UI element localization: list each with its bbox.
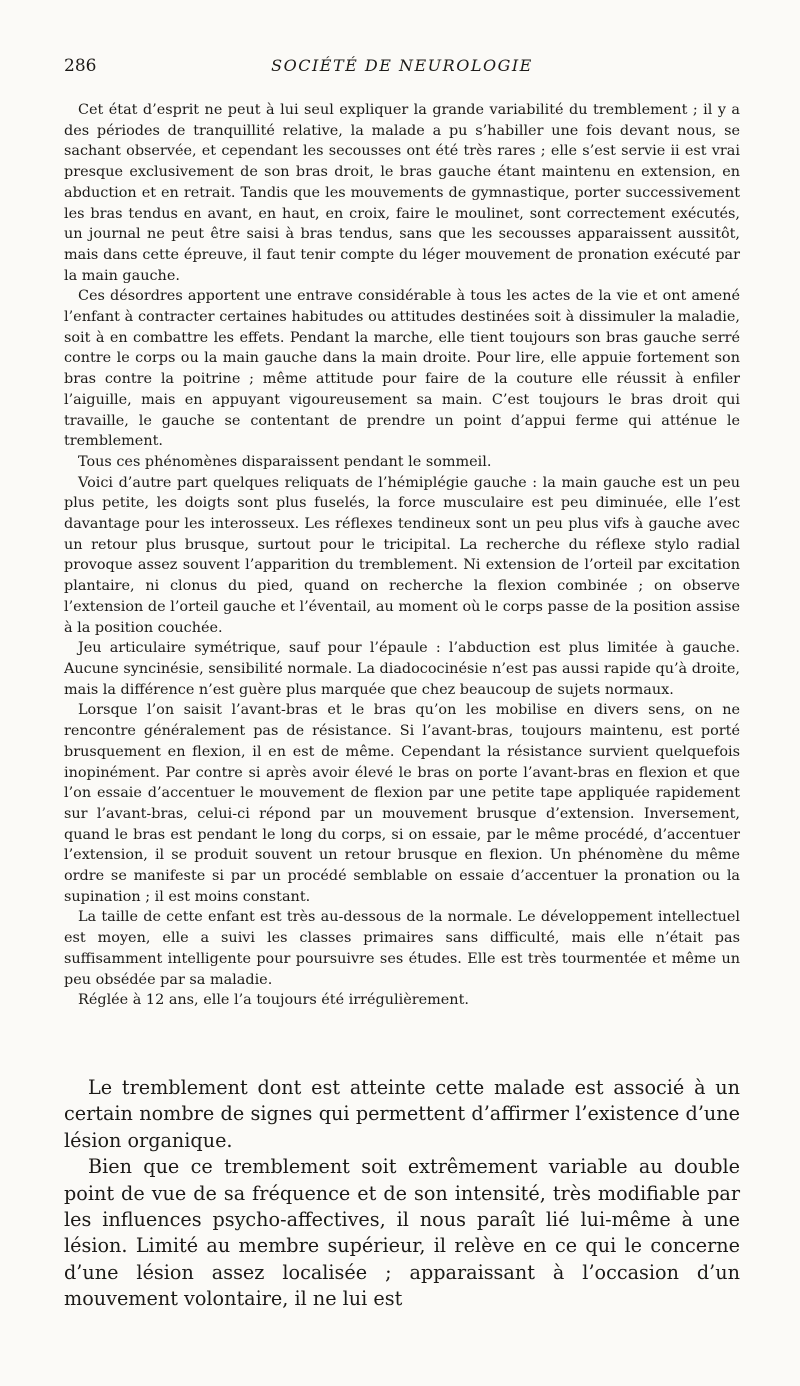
page-header: [64, 56, 740, 86]
page-number: 286: [64, 56, 97, 76]
paragraph: Voici d’autre part quelques reliquats de l’hémiplégie gauche : la main gauche est un peu plus petite, les doigts sont plus fuselés, la force musculaire est peu diminuée, elle l’est davantage pour les interosseux. Les réflexes tendineux sont un peu plus vifs à gauche avec un retour plus brusque, surtout pour le tricipital. La recherche du réflexe stylo radial provoque assez souvent l’apparition du tremblement. Ni extension de l’orteil par excitation plantaire, ni clonus du pied, quand on recherche la flexion combinée ; on observe l’extension de l’orteil gauche et l’éventail, au moment où le corps passe de la position assise à la position couchée.: [64, 474, 740, 636]
paragraph: Jeu articulaire symétrique, sauf pour l’épaule : l’abduction est plus limitée à gauche. Aucune syncinésie, sensibilité normale. La diadococinésie n’est pas aussi rapide qu’à droite, mais la différence n’est guère plus marquée que chez beaucoup de sujets normaux.: [64, 640, 740, 698]
paragraph: Bien que ce tremblement soit extrêmement variable au double point de vue de sa fréquence et de son intensité, très modifiable par les influences psycho-affectives, il nous paraît lié lui-même à une lésion. Limité au membre supérieur, il relève en ce qui le concerne d’une lésion assez localisée ; apparaissant à l’occasion d’un mouvement volontaire, il ne lui est: [64, 1155, 740, 1311]
paragraph: La taille de cette enfant est très au-dessous de la normale. Le développement intellectuel est moyen, elle a suivi les classes primaires sans difficulté, mais elle n’était pas suffisamment intelligente pour poursuivre ses études. Elle est très tourmentée et même un peu obsédée par sa maladie.: [64, 909, 740, 988]
case-report-text: [64, 100, 740, 1011]
paragraph: Cet état d’esprit ne peut à lui seul expliquer la grande variabilité du tremblement ; il y a des périodes de tranquillité relative, la malade a pu s’habiller une fois devant nous, se sachant observée, et cependant les secousses ont été très rares ; elle s’est servie ii est vrai presque exclusivement de son bras droit, le bras gauche étant maintenu en extension, en abduction et en retrait. Tandis que les mouvements de gymnastique, porter successivement les bras tendus en avant, en haut, en croix, faire le moulinet, sont correctement exécutés, un journal ne peut être saisi à bras tendus, sans que les secousses apparaissent aussitôt, mais dans cette épreuve, il faut tenir compte du léger mouvement de pronation exécuté par la main gauche.: [64, 102, 740, 284]
paragraph: Le tremblement dont est atteinte cette malade est associé à un certain nombre de signes qui permettent d’affirmer l’existence d’une lésion organique.: [64, 1076, 740, 1152]
paragraph: Lorsque l’on saisit l’avant-bras et le bras qu’on les mobilise en divers sens, on ne rencontre généralement pas de résistance. Si l’avant-bras, toujours maintenu, est porté brusquement en flexion, il en est de même. Cependant la résistance survient quelquefois inopinément. Par contre si après avoir élevé le bras on porte l’avant-bras en flexion et que l’on essaie d’accentuer le mouvement de flexion par une petite tape appliquée rapidement sur l’avant-bras, celui-ci répond par un mouvement brusque d’extension. Inversement, quand le bras est pendant le long du corps, si on essaie, par le même procédé, d’accentuer l’extension, il se produit souvent un retour brusque en flexion. Un phénomène du même ordre se manifeste si par un procédé semblable on essaie d’accentuer la pronation ou la supination ; il est moins constant.: [64, 702, 740, 905]
running-title: SOCIÉTÉ DE NEUROLOGIE: [271, 56, 533, 75]
paragraph: Réglée à 12 ans, elle l’a toujours été irrégulièrement.: [78, 992, 469, 1009]
paragraph: Ces désordres apportent une entrave considérable à tous les actes de la vie et ont amené l’enfant à contracter certaines habitudes ou attitudes destinées soit à dissimuler la maladie, soit à en combattre les effets. Pendant la marche, elle tient toujours son bras gauche serré contre le corps ou la main gauche dans la main droite. Pour lire, elle appuie fortement son bras contre la poitrine ; même attitude pour faire de la couture elle réussit à enfiler l’aiguille, mais en appuyant vigoureusement sa main. C’est toujours le bras droit qui travaille, le gauche se contentant de prendre un point d’appui ferme qui atténue le tremblement.: [64, 288, 740, 450]
paragraph: Tous ces phénomènes disparaissent pendant le sommeil.: [78, 453, 492, 470]
discussion-text: [64, 1075, 740, 1313]
